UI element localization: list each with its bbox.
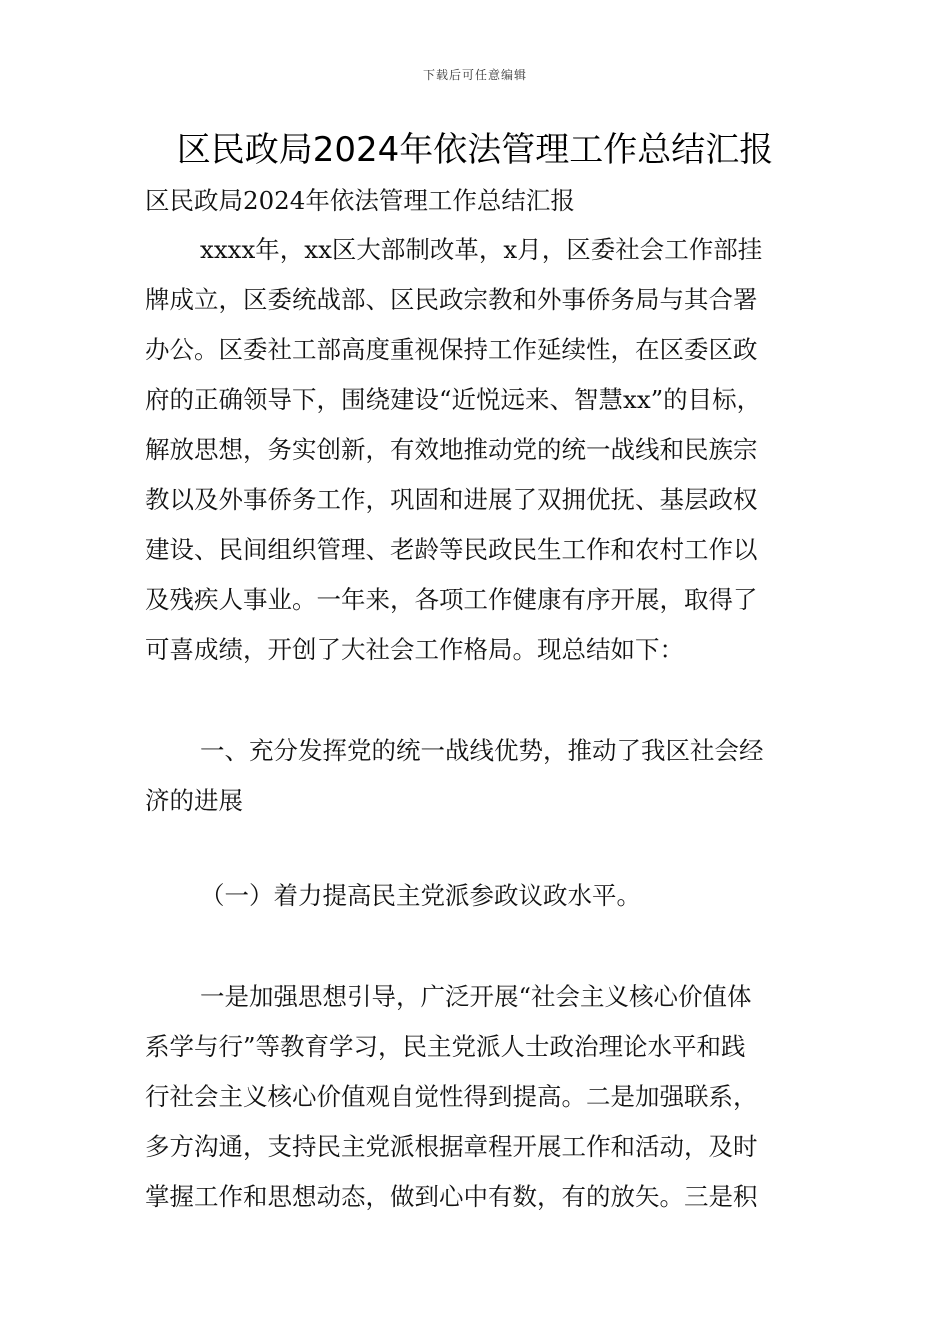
section-heading-line: 济的进展 xyxy=(145,786,243,815)
paragraph-line: 行社会主义核心价值观自觉性得到提高。二是加强联系， xyxy=(145,1082,758,1111)
paragraph-line: 解放思想，务实创新，有效地推动党的统一战线和民族宗 xyxy=(145,435,758,464)
paragraph-line: 多方沟通，支持民主党派根据章程开展工作和活动，及时 xyxy=(145,1132,758,1161)
header-note: 下载后可任意编辑 xyxy=(422,68,527,82)
document-subtitle: 区民政局2024年依法管理工作总结汇报 xyxy=(145,186,575,215)
body-paragraph xyxy=(145,972,825,1222)
paragraph-line: 牌成立，区委统战部、区民政宗教和外事侨务局与其合署 xyxy=(145,285,758,314)
paragraph-line: 可喜成绩，开创了大社会工作格局。现总结如下： xyxy=(145,635,684,664)
section-heading-1 xyxy=(145,726,825,826)
section-heading-line: 一、充分发挥党的统一战线优势，推动了我区社会经 xyxy=(200,736,764,765)
document-title: 区民政局2024年依法管理工作总结汇报 xyxy=(176,130,774,170)
paragraph-line: 及残疾人事业。一年来，各项工作健康有序开展，取得了 xyxy=(145,585,758,614)
paragraph-line: 一是加强思想引导，广泛开展“社会主义核心价值体 xyxy=(200,982,752,1011)
paragraph-line: 教以及外事侨务工作，巩固和进展了双拥优抚、基层政权 xyxy=(145,485,758,514)
paragraph-line: 办公。区委社工部高度重视保持工作延续性，在区委区政 xyxy=(145,335,758,364)
paragraph-line: 掌握工作和思想动态，做到心中有数，有的放矢。三是积 xyxy=(145,1182,758,1211)
paragraph-line: 府的正确领导下，围绕建设“近悦远来、智慧xx”的目标， xyxy=(145,385,762,414)
paragraph-line: xxxx年，xx区大部制改革，x月，区委社会工作部挂 xyxy=(200,235,763,264)
paragraph-line: 建设、民间组织管理、老龄等民政民生工作和农村工作以 xyxy=(145,535,758,564)
intro-paragraph xyxy=(145,225,825,675)
paragraph-line: 系学与行”等教育学习，民主党派人士政治理论水平和践 xyxy=(145,1032,746,1061)
subsection-heading-1: （一）着力提高民主党派参政议政水平。 xyxy=(200,881,641,910)
